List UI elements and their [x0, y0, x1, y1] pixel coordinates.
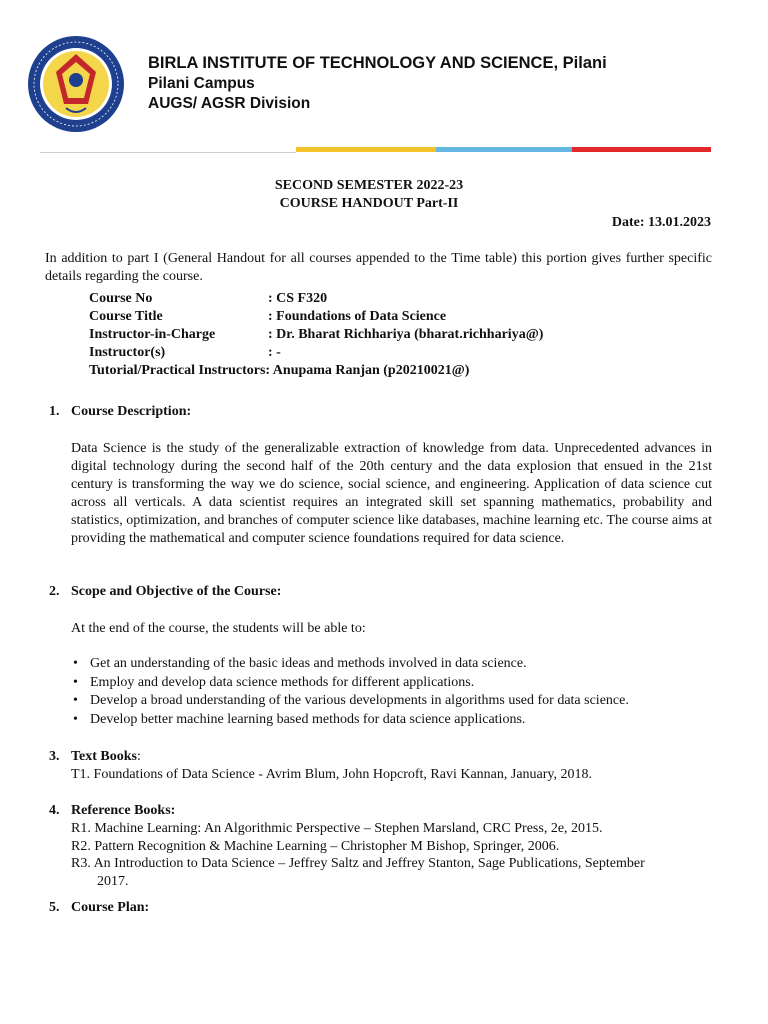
- section-scope-objective: [49, 584, 281, 600]
- reference-r3: R3. An Introduction to Data Science – Jeffrey Saltz and Jeffrey Stanton, Sage Publications, September: [71, 856, 645, 871]
- campus-name: Pilani Campus: [148, 75, 255, 92]
- course-description-text: Data Science is the study of the generalizable extraction of knowledge from data. Unprecedented advances in digital technology during the second half of the 20th century and the data explosion that ensued in the 21st century is transforming the way we do science, social science, and engineering. Application of data science cut across all verticals. A data scientist requires an integrated skill set spanning mathematics, probability and statistics, optimization, and branches of computer science like databases, machine learning etc. The course aims at providing the mathematical and computer science foundations required for data science.: [71, 441, 712, 546]
- section-text-books: [49, 749, 141, 765]
- section-number: 3.: [49, 749, 60, 764]
- section-title: Course Plan:: [71, 900, 150, 915]
- list-item: • Develop better machine learning based methods for data science applications.: [71, 711, 629, 730]
- scope-intro-text: At the end of the course, the students will be able to:: [71, 621, 366, 636]
- section-number: 2.: [49, 584, 60, 599]
- list-item: • Get an understanding of the basic ideas and methods involved in data science.: [71, 655, 629, 674]
- section-title: Course Description:: [71, 404, 192, 419]
- list-item: • Develop a broad understanding of the various developments in algorithms used for data science.: [71, 692, 629, 711]
- section-course-description: [49, 404, 191, 420]
- handout-date: Date: 13.01.2023: [611, 215, 711, 230]
- header-bar-red: [572, 147, 711, 152]
- section-number: 1.: [49, 404, 60, 419]
- instructor-in-charge-label: Instructor-in-Charge: [89, 327, 216, 342]
- instructor-in-charge-value: : Dr. Bharat Richhariya (bharat.richhariya@): [268, 327, 544, 342]
- section-number: 5.: [49, 900, 60, 915]
- text-book-t1: T1. Foundations of Data Science - Avrim Blum, John Hopcroft, Ravi Kannan, January, 2018.: [71, 767, 593, 782]
- instructors-label: Instructor(s): [89, 345, 166, 360]
- header-bar-yellow: [296, 147, 436, 152]
- text-books-list: [71, 766, 592, 784]
- section-colon: :: [137, 749, 141, 764]
- course-no-value: : CS F320: [268, 291, 328, 306]
- course-no-label: Course No: [89, 291, 153, 306]
- reference-r3-continued: 2017.: [97, 873, 129, 889]
- section-title: Scope and Objective of the Course:: [71, 584, 282, 599]
- objectives-list: [71, 655, 629, 729]
- institute-name: BIRLA INSTITUTE OF TECHNOLOGY AND SCIENCE, Pilani: [148, 54, 607, 72]
- reference-r2: R2. Pattern Recognition & Machine Learning – Christopher M Bishop, Springer, 2006.: [71, 838, 560, 854]
- section-reference-books: [49, 803, 175, 819]
- reference-books-list: [71, 820, 645, 890]
- reference-r1: R1. Machine Learning: An Algorithmic Perspective – Stephen Marsland, CRC Press, 2e, 2015.: [71, 821, 603, 836]
- intro-paragraph: In addition to part I (General Handout for all courses appended to the Time table) this portion gives further specific details regarding the course.: [45, 251, 712, 284]
- header-bar-blue: [436, 147, 572, 152]
- letterhead: [0, 0, 768, 160]
- semester-title: SECOND SEMESTER 2022-23: [274, 178, 464, 193]
- division-name: AUGS/ AGSR Division: [148, 95, 311, 112]
- section-course-plan: [49, 900, 149, 916]
- instructors-value: : -: [268, 345, 281, 360]
- handout-title: COURSE HANDOUT Part-II: [279, 196, 459, 211]
- header-divider: [40, 152, 296, 153]
- section-title: Reference Books:: [71, 803, 176, 818]
- bits-pilani-logo: [26, 34, 126, 134]
- list-item: • Employ and develop data science methods for different applications.: [71, 674, 629, 693]
- section-title: Text Books: [71, 749, 138, 764]
- tutorial-instructors-line: Tutorial/Practical Instructors: Anupama Ranjan (p20210021@): [89, 363, 470, 378]
- course-title-label: Course Title: [89, 309, 163, 324]
- course-title-value: : Foundations of Data Science: [268, 309, 447, 324]
- section-number: 4.: [49, 803, 60, 818]
